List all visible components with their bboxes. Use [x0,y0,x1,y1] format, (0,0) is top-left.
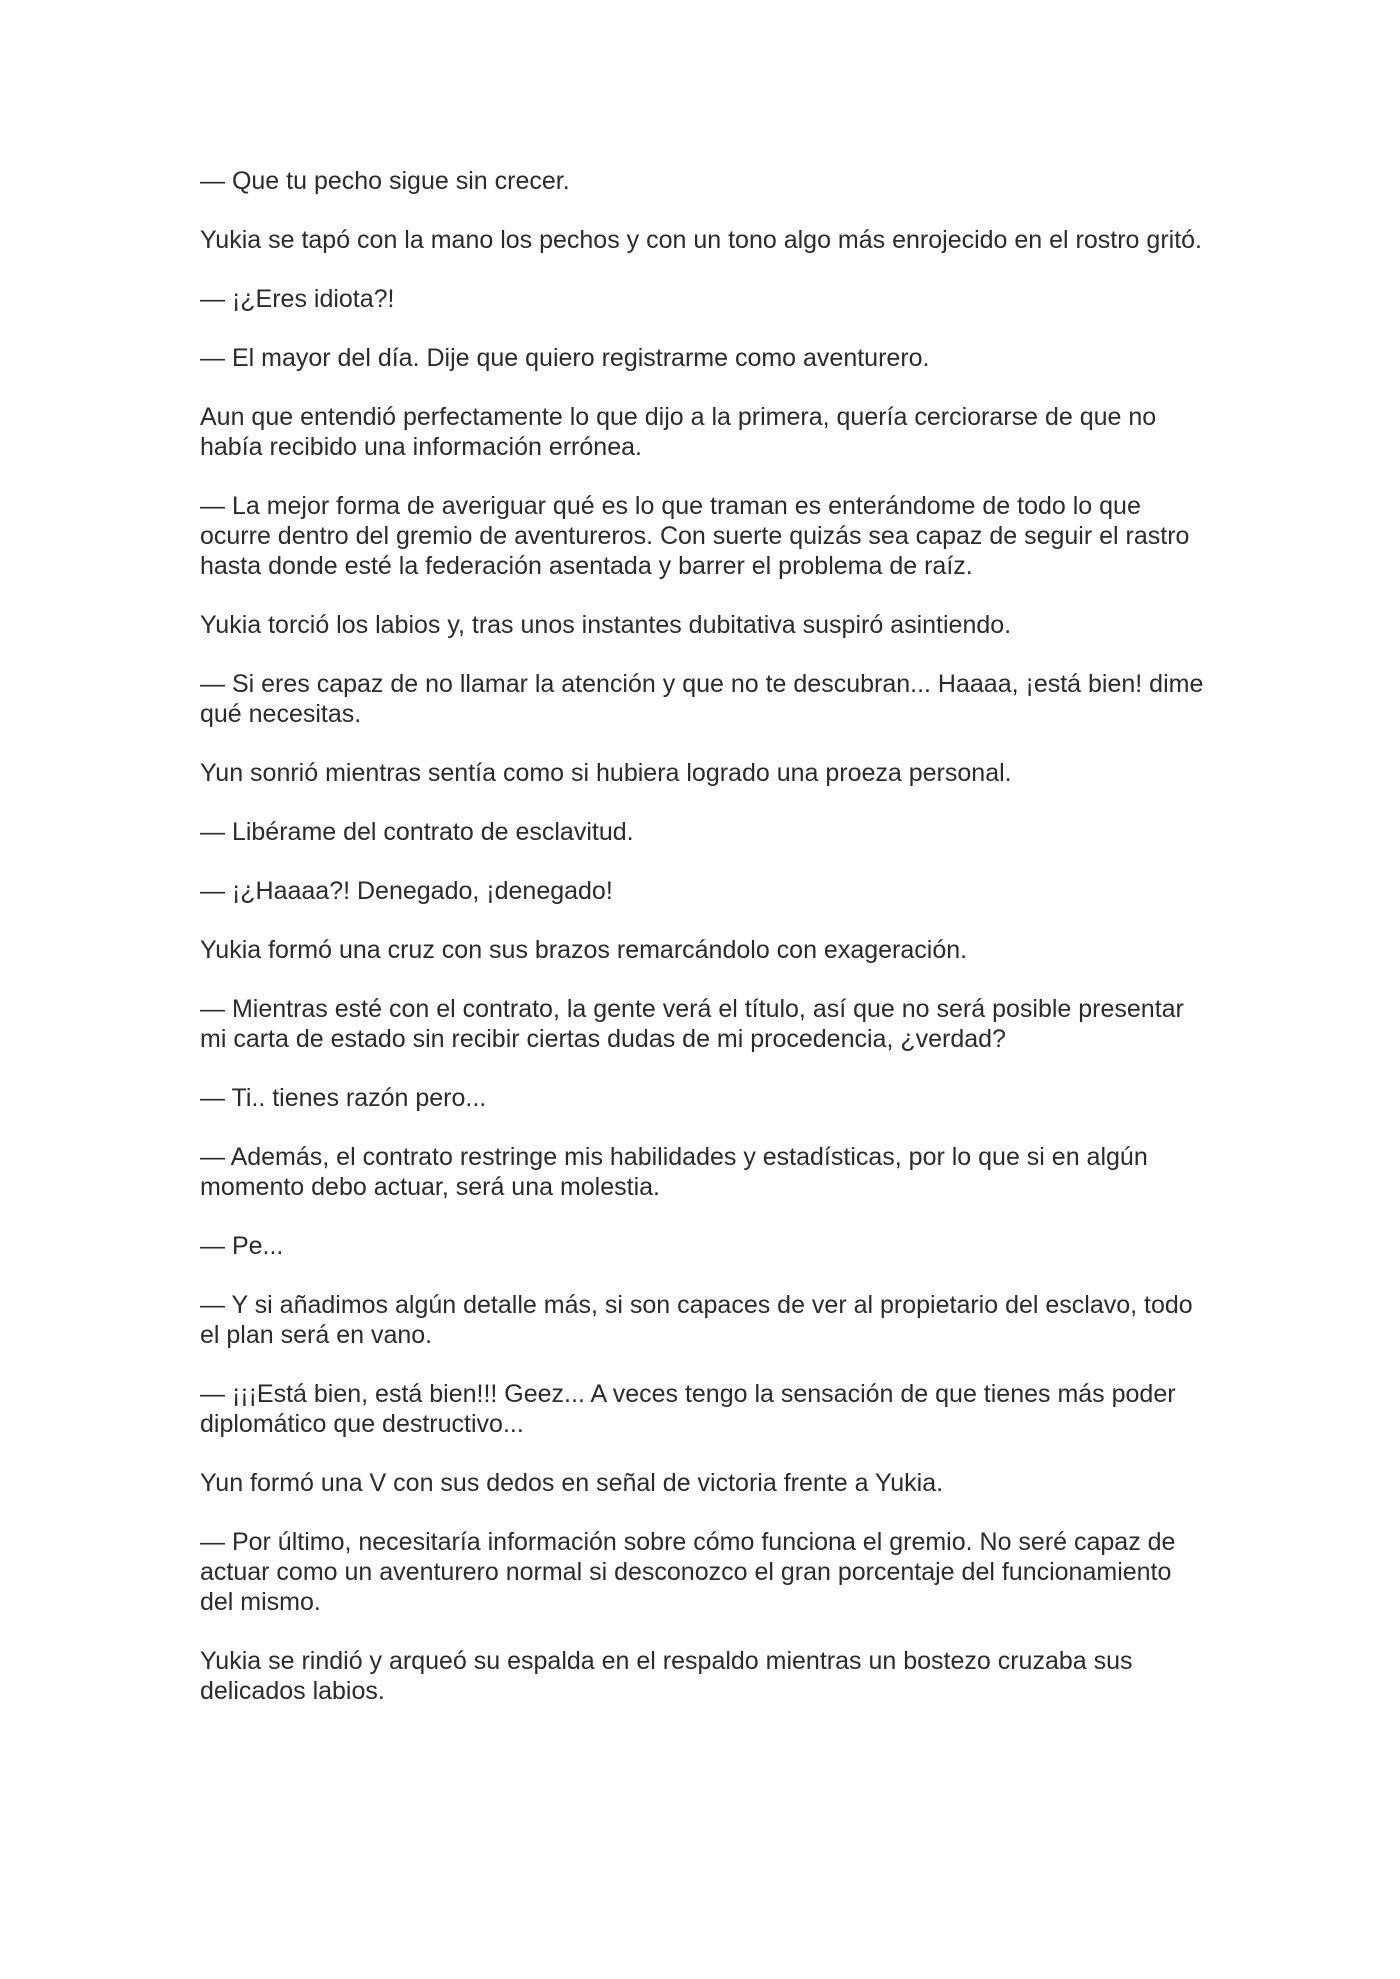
paragraph-15: — Además, el contrato restringe mis habilidades y estadísticas, por lo que si en algún momento debo actuar, será una molestia. [200,1143,1148,1201]
paragraph-17: — Y si añadimos algún detalle más, si son capaces de ver al propietario del esclavo, todo el plan será en vano. [200,1291,1193,1349]
paragraph-16: — Pe... [200,1232,284,1260]
paragraph-14: — Ti.. tienes razón pero... [200,1084,487,1112]
paragraph-19: Yun formó una V con sus dedos en señal de victoria frente a Yukia. [200,1469,944,1497]
paragraph-3: — ¡¿Eres idiota?! [200,285,395,313]
paragraph-1: — Que tu pecho sigue sin crecer. [200,167,570,195]
paragraph-2: Yukia se tapó con la mano los pechos y con un tono algo más enrojecido en el rostro gritó. [200,226,1202,254]
paragraph-20: — Por último, necesitaría información sobre cómo funciona el gremio. No seré capaz de actuar como un aventurero normal si desconozco el gran porcentaje del funcionamiento del mismo. [200,1528,1176,1616]
paragraph-6: — La mejor forma de averiguar qué es lo que traman es enterándome de todo lo que ocurre dentro del gremio de aventureros. Con suerte quizás sea capaz de seguir el rastro hasta donde esté la federación asentada y barrer el problema de raíz. [200,492,1190,580]
paragraph-8: — Si eres capaz de no llamar la atención y que no te descubran... Haaaa, ¡está bien! dime qué necesitas. [200,670,1204,728]
paragraph-7: Yukia torció los labios y, tras unos instantes dubitativa suspiró asintiendo. [200,611,1012,639]
paragraph-4: — El mayor del día. Dije que quiero registrarme como aventurero. [200,344,930,372]
paragraph-5: Aun que entendió perfectamente lo que dijo a la primera, quería cerciorarse de que no había recibido una información errónea. [200,403,1157,461]
paragraph-12: Yukia formó una cruz con sus brazos remarcándolo con exageración. [200,936,968,964]
paragraph-10: — Libérame del contrato de esclavitud. [200,818,634,846]
paragraph-9: Yun sonrió mientras sentía como si hubiera logrado una proeza personal. [200,759,1012,787]
paragraph-18: — ¡¡¡Está bien, está bien!!! Geez... A veces tengo la sensación de que tienes más poder diplomático que destructivo... [200,1380,1176,1438]
paragraph-11: — ¡¿Haaaa?! Denegado, ¡denegado! [200,877,613,905]
paragraph-13: — Mientras esté con el contrato, la gente verá el título, así que no será posible presentar mi carta de estado sin recibir ciertas dudas de mi procedencia, ¿verdad? [200,995,1184,1053]
document-page [200,166,1205,1735]
paragraph-21: Yukia se rindió y arqueó su espalda en el respaldo mientras un bostezo cruzaba sus delicados labios. [200,1647,1133,1705]
